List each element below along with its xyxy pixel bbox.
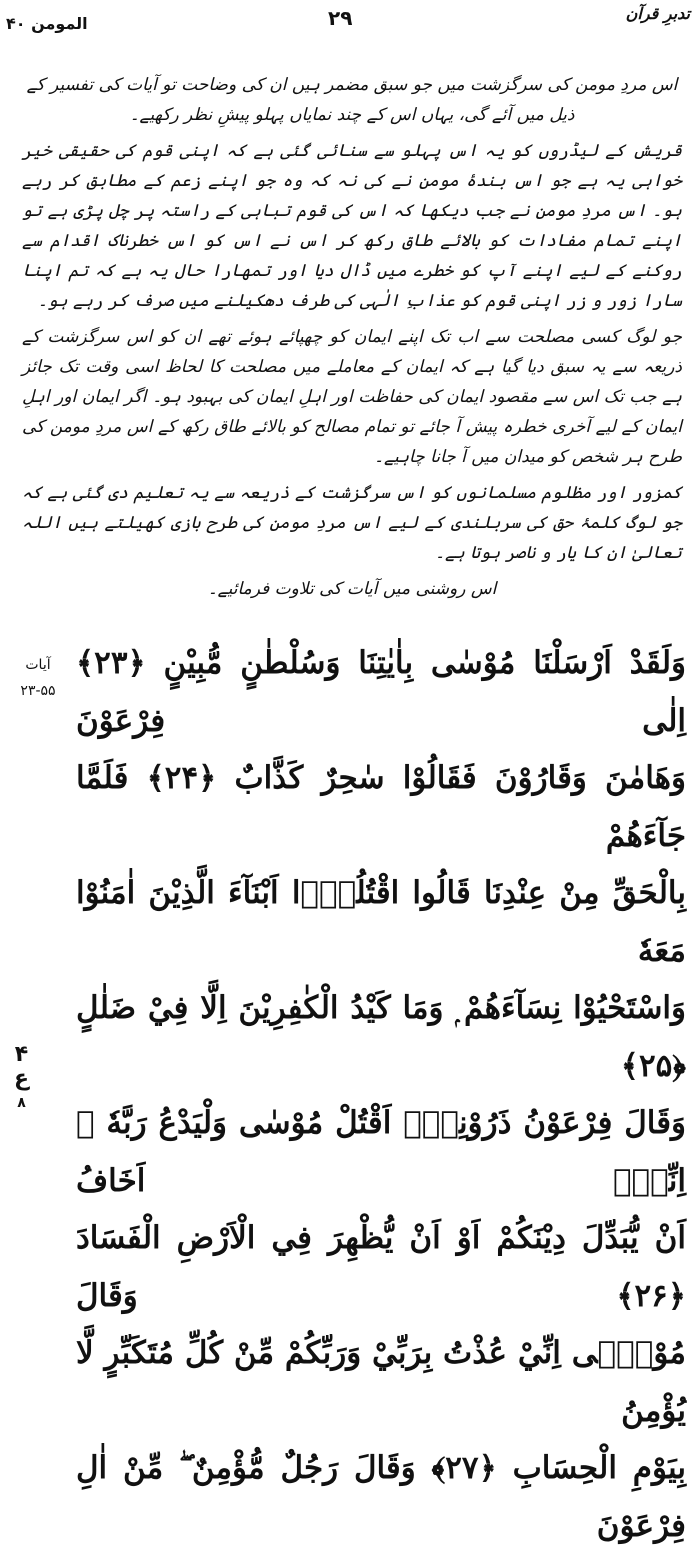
commentary-paragraph: قریش کے لیڈروں کو یہ اس پہلو سے سنائی گئی ہے کہ اپنی قوم کی حقیقی خیر خواہی یہ ہے جو اس بندۂ مومن نے کی نہ کہ وہ جو اپنے زعم کے مطابق کر رہے ہو۔ اس مردِ مومن نے جب دیکھا کہ اس کی قوم تباہی کے راستہ پر چل پڑی ہے تو اپنے تمام مفادات کو بالائے طاق رکھ کر اس نے اس کو اس خطرناک اقدام سے روکنے کے لیے اپنے آپ کو خطرے میں ڈال دیا اور تمھارا حال یہ ہے کہ تم اپنا سارا زور و زر اپنی قوم کو عذابِ الٰہی کی طرف دھکیلنے میں صرف کر رہے ہو۔: [22, 141, 682, 311]
ruku-symbol: ع: [14, 1066, 30, 1091]
quran-verses: [76, 635, 686, 1555]
commentary-paragraph: جو لوگ کسی مصلحت سے اب تک اپنے ایمان کو چھپائے ہوئے تھے ان کو اس سرگزشت کے ذریعہ سے یہ سبق دیا گیا ہے کہ ایمان کے معاملے میں مصلحت کا لحاظ اسی وقت تک جائز ہے جب تک اس سے مقصود ایمان کی حفاظت اور اہلِ ایمان کی بہبود ہو۔ اگر ایمان اور اہلِ ایمان کے لیے آخری خطرہ پیش آ جائے تو تمام مصالح کو بالائے طاق رکھ کے اس مردِ مومن کی طرح ہر شخص کو میدان میں آ جانا چاہیے۔: [22, 327, 682, 467]
verse-line: وَقَالَ فِرْعَوْنُ ذَرُوْنِيْۤ اَقْتُلْ مُوْسٰى وَلْيَدْعُ رَبَّهٗ ۚ اِنِّيْۤ اَخَافُ: [76, 1105, 686, 1199]
verse-range-numbers: ۲۳-۵۵: [20, 683, 56, 699]
page-number: ۲۹: [328, 6, 353, 30]
surah-header: المومن ۴۰: [6, 14, 88, 33]
verse-range-note: [6, 652, 70, 704]
ruku-sub-number: ۸: [17, 1095, 26, 1111]
commentary-block: [22, 70, 682, 610]
verse-line: مُوْسٰۤى اِنِّيْ عُذْتُ بِرَبِّيْ وَرَبِّكُمْ مِّنْ كُلِّ مُتَكَبِّرٍ لَّا يُؤْمِنُ: [76, 1335, 686, 1429]
book-title: تدبرِ قرآن: [625, 4, 690, 23]
ruku-number: ۴: [14, 1042, 29, 1067]
verse-line: وَهَامٰنَ وَقَارُوْنَ فَقَالُوْا سٰحِرٌ كَذَّابٌ ﴿۲۴﴾ فَلَمَّا جَآءَهُمْ: [76, 760, 687, 854]
verse-line: وَاسْتَحْيُوْا نِسَآءَهُمْ ۭ وَمَا كَيْدُ الْكٰفِرِيْنَ اِلَّا فِيْ ضَلٰلٍ ﴿۲۵﴾: [76, 990, 686, 1084]
verse-line: اَنْ يُّبَدِّلَ دِيْنَكُمْ اَوْ اَنْ يُّظْهِرَ فِي الْاَرْضِ الْفَسَادَ ﴿۲۶﴾ وَقَالَ: [76, 1220, 686, 1314]
verse-line: بِالْحَقِّ مِنْ عِنْدِنَا قَالُوا اقْتُلُوْۤا اَبْنَآءَ الَّذِيْنَ اٰمَنُوْا مَعَهٗ: [76, 875, 686, 969]
ruku-marker: [14, 1043, 29, 1115]
verse-range-label: آیات: [25, 657, 51, 673]
commentary-paragraph: اس روشنی میں آیات کی تلاوت فرمائیے۔: [207, 579, 497, 599]
verse-line: بِيَوْمِ الْحِسَابِ ﴿۲۷﴾ وَقَالَ رَجُلٌ مُّؤْمِنٌ ۖ مِّنْ اٰلِ فِرْعَوْنَ: [76, 1450, 686, 1544]
commentary-paragraph: کمزور اور مظلوم مسلمانوں کو اس سرگزشت کے ذریعہ سے یہ تعلیم دی گئی ہے کہ جو لوگ کلمۂ حق کی سربلندی کے لیے اس مردِ مومن کی طرح بازی کھیلتے ہیں اللہ تعالیٰ ان کا یار و ناصر ہوتا ہے۔: [22, 483, 682, 563]
verse-line: وَلَقَدْ اَرْسَلْنَا مُوْسٰى بِاٰيٰتِنَا وَسُلْطٰنٍ مُّبِيْنٍ ﴿۲۳﴾ اِلٰى فِرْعَوْنَ: [76, 645, 686, 739]
commentary-paragraph: اس مردِ مومن کی سرگزشت میں جو سبق مضمر ہیں ان کی وضاحت تو آیات کی تفسیر کے ذیل میں آئے گی، یہاں اس کے چند نمایاں پہلو پیشِ نظر رکھیے۔: [26, 75, 678, 125]
